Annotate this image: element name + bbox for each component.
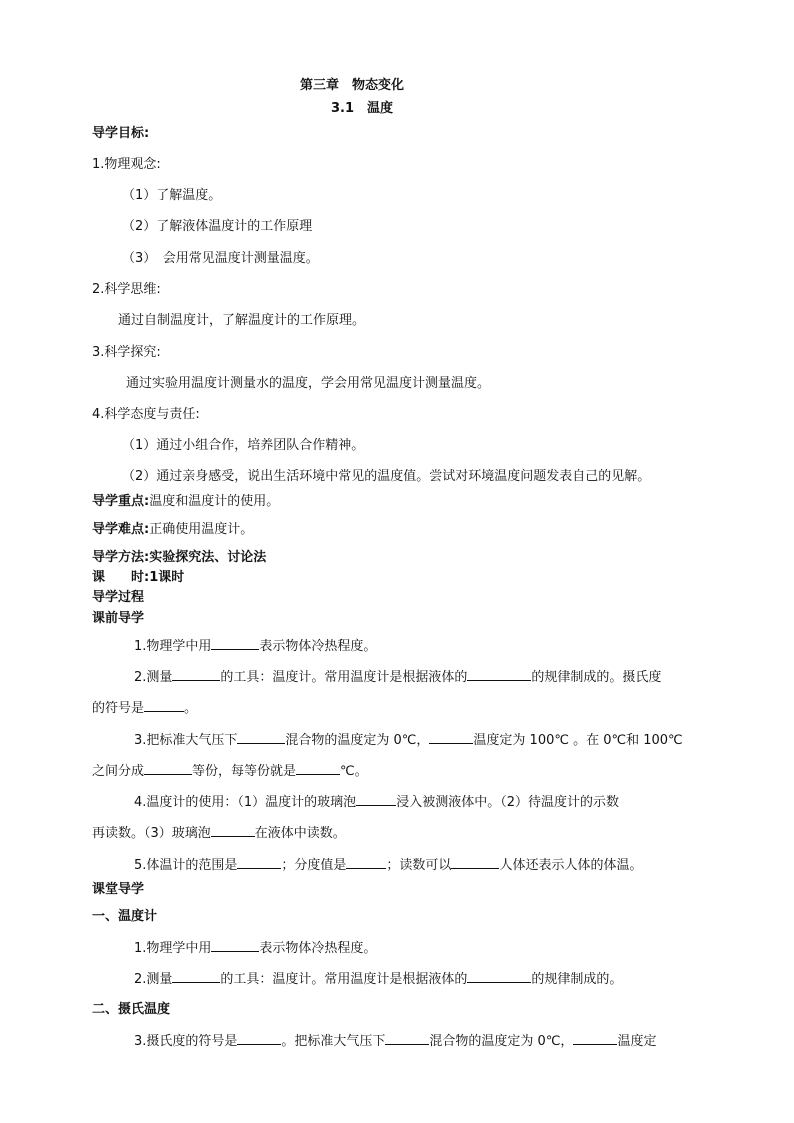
- method-text: 实验探究法、讨论法: [149, 550, 267, 565]
- fill-blank[interactable]: [385, 1033, 429, 1045]
- fill-blank[interactable]: [467, 669, 531, 681]
- objective-1-title: 1.物理观念:: [92, 157, 161, 172]
- text-segment: 1.物理学中用: [134, 941, 212, 956]
- section-title: 3.1 温度: [331, 101, 394, 116]
- objective-1-item-2: （2）了解液体温度计的工作原理: [122, 219, 313, 234]
- inclass-heading: 课堂导学: [92, 882, 145, 897]
- text-segment: 。把标准大气压下: [281, 1034, 386, 1049]
- text-segment: ℃。: [340, 764, 368, 779]
- text-segment: 浸入被测液体中。（2）待温度计的示数: [396, 795, 619, 810]
- fill-blank[interactable]: [144, 763, 192, 775]
- preclass-heading: 课前导学: [92, 611, 145, 626]
- preclass-q3-line1: [134, 732, 683, 749]
- fill-blank[interactable]: [211, 638, 259, 650]
- method-label: 导学方法:: [92, 550, 150, 565]
- difficulty: [92, 522, 253, 538]
- text-segment: 表示物体冷热程度。: [259, 941, 377, 956]
- text-segment: 在液体中读数。: [254, 826, 346, 841]
- preclass-q4-line1: [134, 794, 619, 811]
- fill-blank[interactable]: [172, 669, 220, 681]
- objective-4-item-2: （2）通过亲身感受，说出生活环境中常见的温度值。尝试对环境温度问题发表自己的见解。: [122, 469, 651, 484]
- fill-blank[interactable]: [346, 857, 386, 869]
- preclass-q1: [134, 638, 376, 655]
- fill-blank[interactable]: [451, 857, 499, 869]
- inclass-q2: [134, 971, 622, 988]
- fill-blank[interactable]: [237, 1033, 281, 1045]
- part1-heading: 一、温度计: [92, 909, 158, 924]
- objective-1-item-1: （1）了解温度。: [122, 188, 222, 203]
- preclass-q4-line2: [92, 825, 346, 842]
- text-segment: 1.物理学中用: [134, 639, 212, 654]
- key-point-text: 温度和温度计的使用。: [149, 494, 280, 509]
- part2-heading: 二、摄氏温度: [92, 1002, 171, 1017]
- text-segment: 的符号是: [92, 701, 145, 716]
- objective-2-text: 通过自制温度计，了解温度计的工作原理。: [118, 313, 366, 328]
- text-segment: 4.温度计的使用：（1）温度计的玻璃泡: [134, 795, 357, 810]
- difficulty-text: 正确使用温度计。: [149, 522, 254, 537]
- objective-4-item-1: （1）通过小组合作，培养团队合作精神。: [122, 438, 365, 453]
- text-segment: 的工具：温度计。常用温度计是根据液体的: [220, 972, 468, 987]
- preclass-q3-line2: [92, 763, 368, 780]
- text-segment: 混合物的温度定为 0℃，: [285, 733, 430, 748]
- text-segment: 3.把标准大气压下: [134, 733, 238, 748]
- preclass-q5: [134, 857, 642, 874]
- text-segment: 的规律制成的。摄氏度: [531, 670, 662, 685]
- objective-3-title: 3.科学探究:: [92, 345, 161, 360]
- preclass-q2-line2: [92, 700, 197, 717]
- process-heading: 导学过程: [92, 590, 145, 605]
- text-segment: 人体还表示人体的体温。: [499, 858, 643, 873]
- fill-blank[interactable]: [211, 940, 259, 952]
- period-label: 课 时:: [92, 570, 150, 585]
- preclass-q2-line1: [134, 669, 661, 686]
- text-segment: ；分度值是: [281, 858, 347, 873]
- text-segment: 的工具：温度计。常用温度计是根据液体的: [220, 670, 468, 685]
- text-segment: 温度定为 100℃ 。在 0℃和 100℃: [473, 733, 683, 748]
- method: [92, 550, 266, 566]
- fill-blank[interactable]: [237, 732, 285, 744]
- key-point: [92, 494, 279, 510]
- text-segment: 表示物体冷热程度。: [259, 639, 377, 654]
- period-text: 1课时: [149, 570, 185, 585]
- key-point-label: 导学重点:: [92, 494, 150, 509]
- objective-1-item-3: （3） 会用常见温度计测量温度。: [122, 251, 319, 266]
- inclass-q1: [134, 940, 376, 957]
- text-segment: 。: [184, 701, 198, 716]
- fill-blank[interactable]: [144, 700, 184, 712]
- text-segment: 温度定: [617, 1034, 657, 1049]
- text-segment: 之间分成: [92, 764, 145, 779]
- text-segment: 混合物的温度定为 0℃，: [429, 1034, 574, 1049]
- text-segment: ；读数可以: [386, 858, 452, 873]
- text-segment: 3.摄氏度的符号是: [134, 1034, 238, 1049]
- fill-blank[interactable]: [172, 971, 220, 983]
- text-segment: 等份，每等份就是: [192, 764, 297, 779]
- text-segment: 2.测量: [134, 972, 173, 987]
- fill-blank[interactable]: [573, 1033, 617, 1045]
- objective-2-title: 2.科学思维:: [92, 282, 161, 297]
- text-segment: 再读数。（3）玻璃泡: [92, 826, 211, 841]
- period: [92, 570, 184, 586]
- inclass-q3: [134, 1033, 656, 1050]
- fill-blank[interactable]: [296, 763, 340, 775]
- objective-3-text: 通过实验用温度计测量水的温度，学会用常见温度计测量温度。: [126, 376, 491, 391]
- fill-blank[interactable]: [467, 971, 531, 983]
- objectives-heading: 导学目标:: [92, 126, 150, 141]
- fill-blank[interactable]: [429, 732, 473, 744]
- difficulty-label: 导学难点:: [92, 522, 150, 537]
- fill-blank[interactable]: [237, 857, 281, 869]
- text-segment: 5.体温计的范围是: [134, 858, 238, 873]
- chapter-title: 第三章 物态变化: [300, 78, 405, 93]
- text-segment: 2.测量: [134, 670, 173, 685]
- fill-blank[interactable]: [211, 825, 255, 837]
- objective-4-title: 4.科学态度与责任:: [92, 407, 200, 422]
- fill-blank[interactable]: [356, 794, 396, 806]
- text-segment: 的规律制成的。: [531, 972, 623, 987]
